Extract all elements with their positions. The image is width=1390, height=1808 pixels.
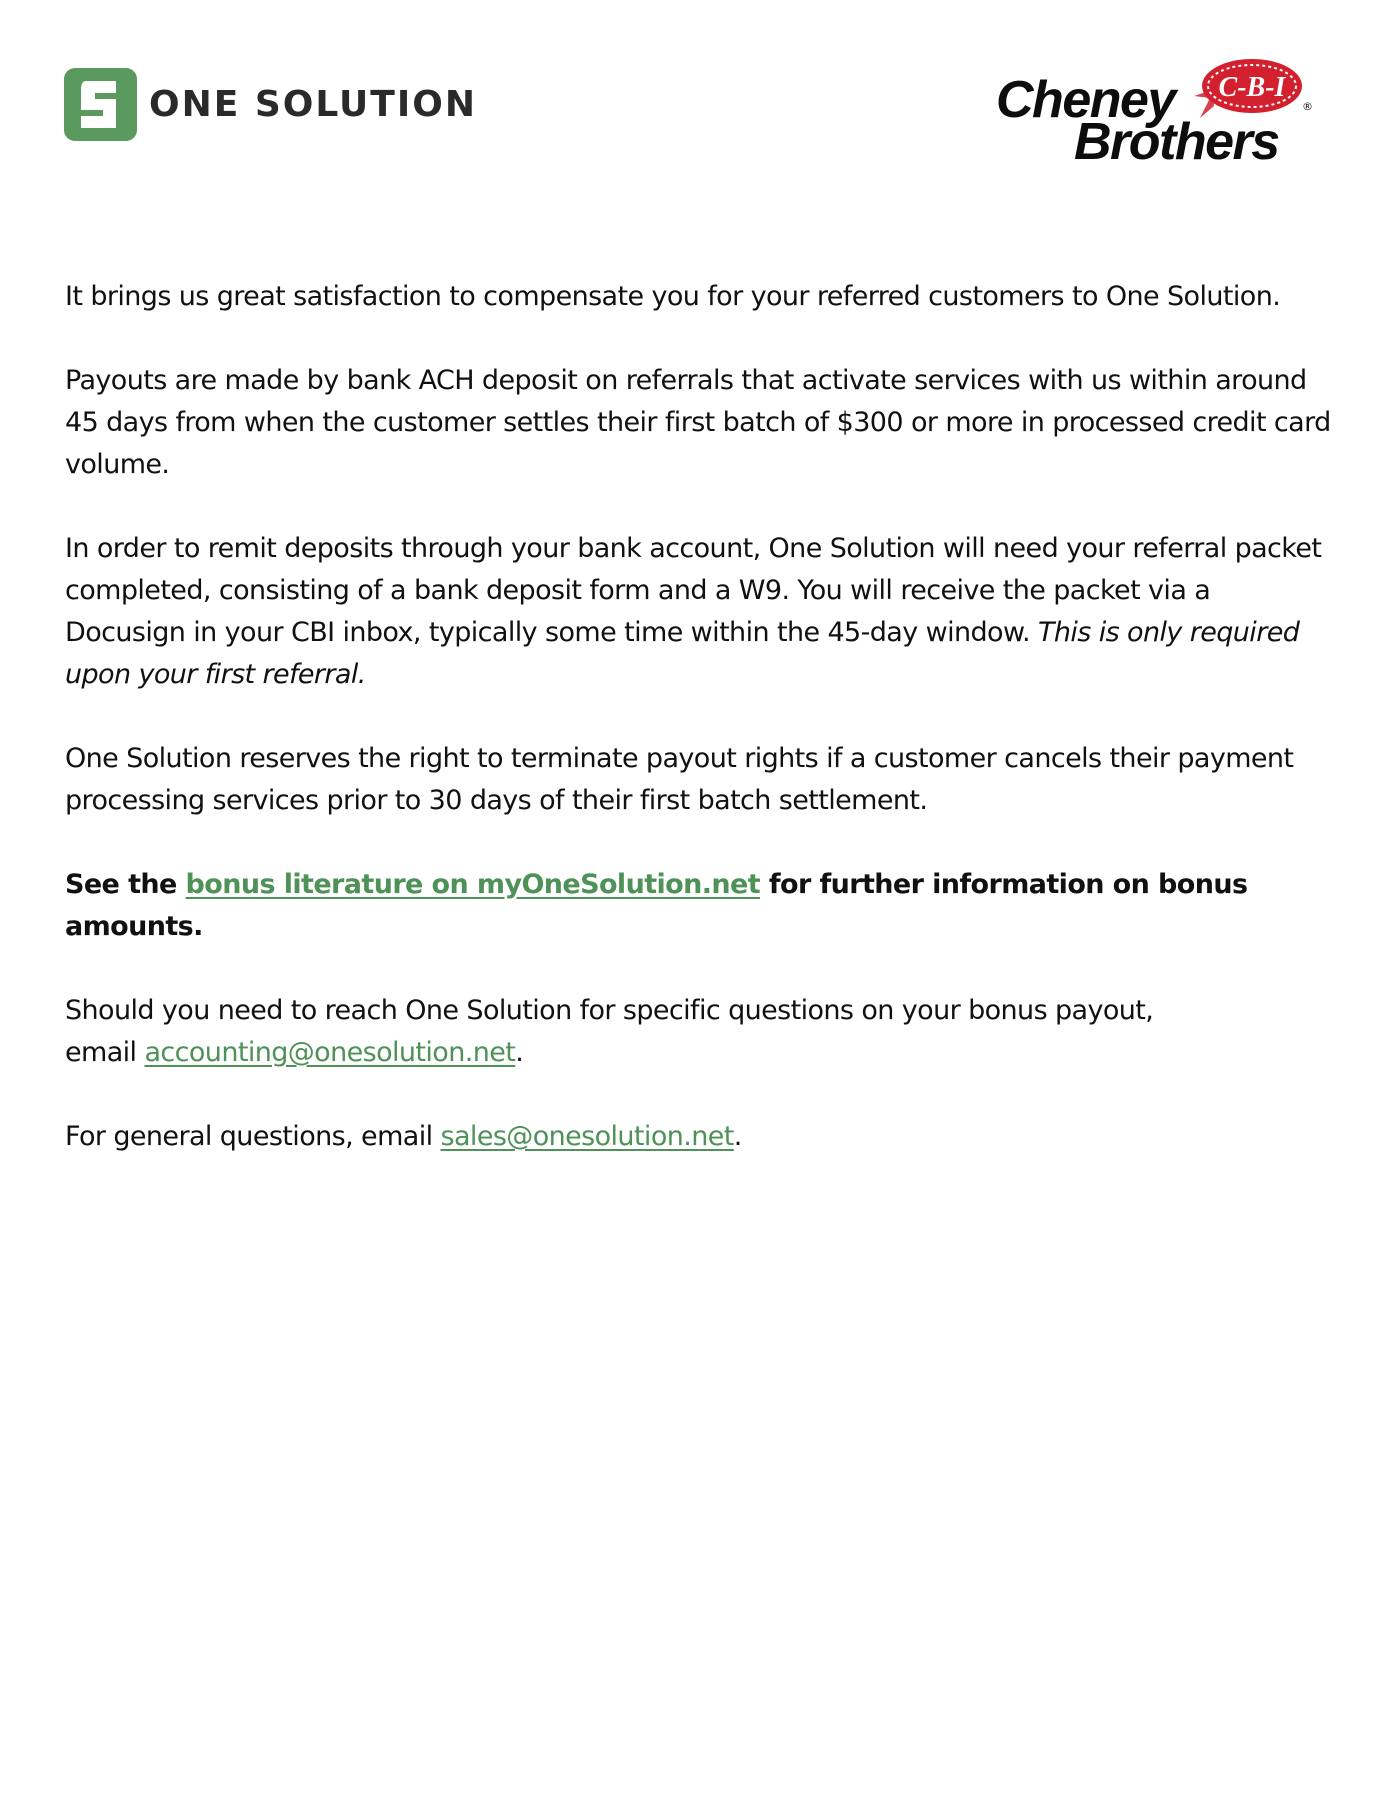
accounting-intro: Should you need to reach One Solution for specific questions on your bonus payout, [65, 995, 1154, 1026]
page-header [0, 0, 1390, 200]
sales-suffix: . [733, 1121, 742, 1152]
first-referral-note: This is only required upon your first referral. [65, 617, 1300, 690]
registered-mark: ® [1302, 100, 1313, 113]
one-solution-wordmark: ONE SOLUTION [149, 83, 477, 125]
paragraph-referral-packet-text: In order to remit deposits through your bank account, One Solution will need your referral packet completed, consisting of a bank deposit form and a W9. You will receive the packet via a Docusign in your CBI inbox, typically some time within the 45-day window. [65, 533, 1322, 648]
brothers-wordmark: Brothers [1074, 113, 1279, 171]
cbi-badge-icon [1194, 56, 1304, 120]
accounting-email-link[interactable]: accounting@onesolution.net [144, 1037, 516, 1068]
accounting-suffix: . [515, 1037, 524, 1068]
accounting-prefix: email [65, 1037, 137, 1068]
cheney-wordmark: Cheney [996, 71, 1175, 129]
paragraph-termination [65, 738, 1335, 822]
paragraph-bonus-literature [65, 864, 1335, 948]
one-solution-logo [64, 68, 477, 141]
sales-prefix: For general questions, email [65, 1121, 433, 1152]
one-solution-s-mark-icon [64, 68, 137, 141]
paragraph-intro [65, 276, 1335, 318]
paragraph-payouts [65, 360, 1335, 486]
paragraph-payouts-text: Payouts are made by bank ACH deposit on referrals that activate services with us within around 45 days from when the customer settles their first batch of $300 or more in processed credit card volume. [65, 365, 1331, 480]
cbi-badge-text: C-B-I [1218, 72, 1286, 103]
bonus-literature-link[interactable]: bonus literature on myOneSolution.net [185, 869, 761, 900]
letter-body [65, 276, 1335, 1200]
paragraph-intro-text: It brings us great satisfaction to compensate you for your referred customers to One Solution. [65, 281, 1281, 312]
paragraph-accounting-contact [65, 990, 1335, 1074]
paragraph-sales-contact [65, 1116, 1335, 1158]
cheney-brothers-logo [996, 54, 1316, 171]
sales-email-link[interactable]: sales@onesolution.net [440, 1121, 734, 1152]
paragraph-termination-text: One Solution reserves the right to terminate payout rights if a customer cancels their payment processing services prior to 30 days of their first batch settlement. [65, 743, 1294, 816]
bonus-prefix: See the [65, 869, 177, 900]
paragraph-referral-packet [65, 528, 1335, 696]
bonus-suffix: for further information on bonus amounts. [65, 869, 1248, 942]
